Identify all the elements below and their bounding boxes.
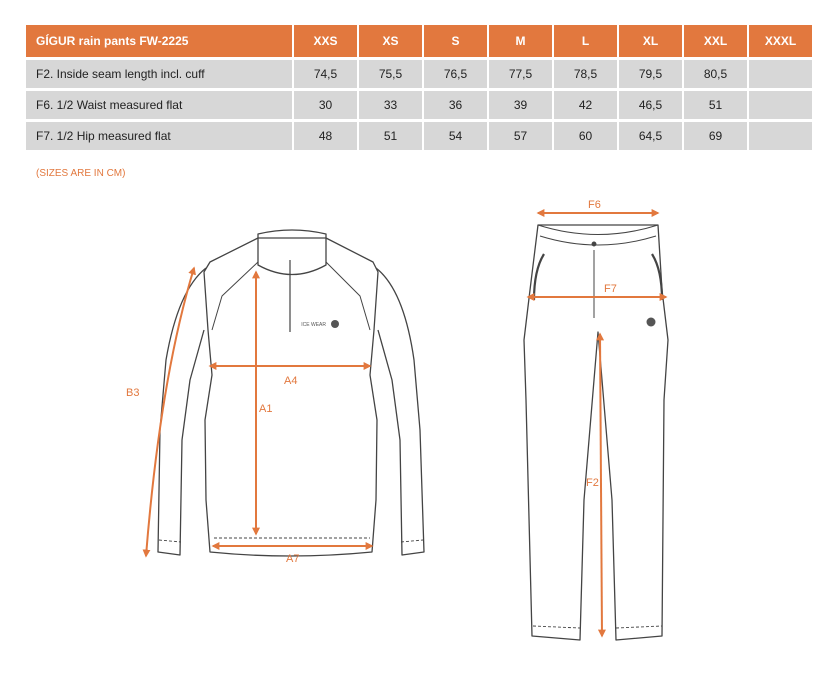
jacket-logo [301, 320, 339, 328]
pants-right-cuff-line [616, 626, 662, 628]
size-header-xxs: XXS [294, 25, 357, 57]
jacket-right-sleeve [376, 268, 424, 555]
label-a7: A7 [286, 553, 300, 565]
pants-waistband [538, 225, 658, 245]
table-cell: 80,5 [684, 60, 747, 88]
size-header-m: M [489, 25, 552, 57]
size-header-l: L [554, 25, 617, 57]
table-cell: 64,5 [619, 122, 682, 150]
size-header-s: S [424, 25, 487, 57]
table-cell: 78,5 [554, 60, 617, 88]
table-cell: 51 [359, 122, 422, 150]
logo-mark-icon [331, 320, 339, 328]
table-cell: 76,5 [424, 60, 487, 88]
table-cell: 51 [684, 91, 747, 119]
size-header-xl: XL [619, 25, 682, 57]
jacket-drawing [158, 230, 424, 556]
table-title: GÍGUR rain pants FW-2225 [26, 25, 292, 57]
jacket-collar [258, 230, 326, 275]
size-header-xxxl: XXXL [749, 25, 812, 57]
jacket-raglan-seams [212, 262, 370, 330]
table-cell: 75,5 [359, 60, 422, 88]
table-cell: 30 [294, 91, 357, 119]
table-cell: 57 [489, 122, 552, 150]
table-cell: 74,5 [294, 60, 357, 88]
units-note: (SIZES ARE IN CM) [36, 168, 126, 179]
pants-drawing [524, 225, 668, 640]
size-header-xxl: XXL [684, 25, 747, 57]
table-cell: 33 [359, 91, 422, 119]
table-cell: 39 [489, 91, 552, 119]
table-cell: 69 [684, 122, 747, 150]
jacket-right-cuff-line [401, 540, 423, 542]
label-f7: F7 [604, 283, 617, 295]
table-cell: 77,5 [489, 60, 552, 88]
size-header-xs: XS [359, 25, 422, 57]
jacket-body-outline [204, 238, 378, 556]
logo-text: ICE WEAR [301, 322, 326, 328]
table-cell: 60 [554, 122, 617, 150]
row-label: F7. 1/2 Hip measured flat [26, 122, 292, 150]
label-b3: B3 [126, 387, 140, 399]
table-cell: 46,5 [619, 91, 682, 119]
pants-left-cuff-line [533, 626, 580, 628]
pants-measure-lines [528, 213, 666, 636]
row-label: F6. 1/2 Waist measured flat [26, 91, 292, 119]
label-a1: A1 [259, 403, 273, 415]
measure-b3-line [146, 268, 194, 556]
table-cell: 42 [554, 91, 617, 119]
label-f6: F6 [588, 199, 601, 211]
table-cell: 79,5 [619, 60, 682, 88]
row-label: F2. Inside seam length incl. cuff [26, 60, 292, 88]
pants-pockets [534, 254, 662, 300]
label-f2: F2 [586, 477, 599, 489]
pants-logo-mark-icon [647, 318, 656, 327]
pants-outline [524, 225, 668, 640]
pants-button-icon [592, 242, 596, 246]
table-cell: 54 [424, 122, 487, 150]
label-a4: A4 [284, 375, 298, 387]
table-cell: 36 [424, 91, 487, 119]
table-cell: 48 [294, 122, 357, 150]
jacket-left-cuff-line [159, 540, 181, 542]
